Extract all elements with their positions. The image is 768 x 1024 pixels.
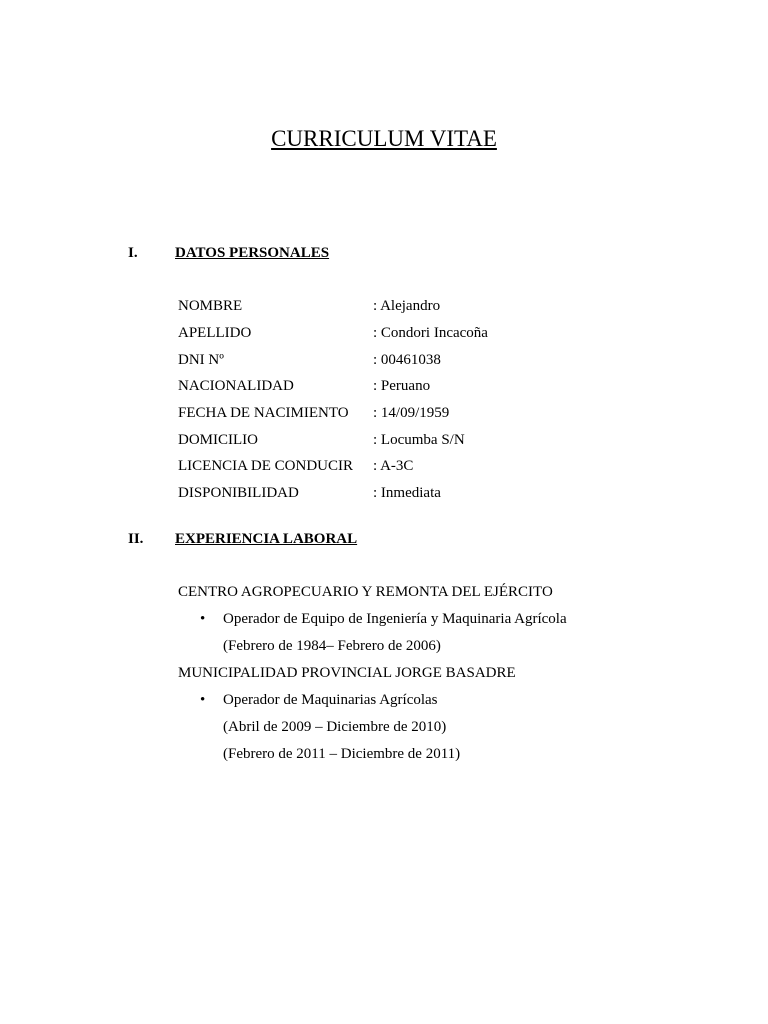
field-value-nombre: : Alejandro: [373, 298, 441, 314]
bullet-icon: •: [200, 611, 206, 627]
bullet-icon: •: [200, 692, 206, 708]
employer-name: MUNICIPALIDAD PROVINCIAL JORGE BASADRE: [178, 665, 516, 681]
field-value-nacionalidad: : Peruano: [373, 378, 431, 394]
document-title: CURRICULUM VITAE: [271, 126, 497, 151]
field-label-domicilio: DOMICILIO: [178, 432, 258, 448]
field-label-nombre: NOMBRE: [178, 298, 243, 314]
section-heading-experience: EXPERIENCIA LABORAL: [175, 531, 358, 547]
field-value-fecha-nacimiento: : 14/09/1959: [373, 405, 450, 421]
employment-period: (Febrero de 2011 – Diciembre de 2011): [223, 746, 461, 762]
field-value-dni: : 00461038: [373, 352, 441, 368]
section-number-experience: II.: [128, 531, 144, 547]
section-heading-personal: DATOS PERSONALES: [175, 245, 330, 261]
employer-role: Operador de Maquinarias Agrícolas: [223, 692, 438, 708]
field-label-nacionalidad: NACIONALIDAD: [178, 378, 294, 394]
field-label-apellido: APELLIDO: [178, 325, 252, 341]
field-value-domicilio: : Locumba S/N: [373, 432, 465, 448]
employer-name: CENTRO AGROPECUARIO Y REMONTA DEL EJÉRCITO: [178, 584, 553, 600]
field-value-disponibilidad: : Inmediata: [373, 485, 441, 501]
section-number-personal: I.: [128, 245, 138, 261]
field-label-licencia: LICENCIA DE CONDUCIR: [178, 458, 353, 474]
employment-period: (Abril de 2009 – Diciembre de 2010): [223, 719, 447, 735]
field-label-fecha-nacimiento: FECHA DE NACIMIENTO: [178, 405, 349, 421]
field-label-dni: DNI Nº: [178, 352, 224, 368]
employer-role: Operador de Equipo de Ingeniería y Maquinaria Agrícola: [223, 611, 567, 627]
field-value-apellido: : Condori Incacoña: [373, 325, 488, 341]
employment-period: (Febrero de 1984– Febrero de 2006): [223, 638, 441, 654]
field-label-disponibilidad: DISPONIBILIDAD: [178, 485, 299, 501]
field-value-licencia: : A-3C: [373, 458, 414, 474]
